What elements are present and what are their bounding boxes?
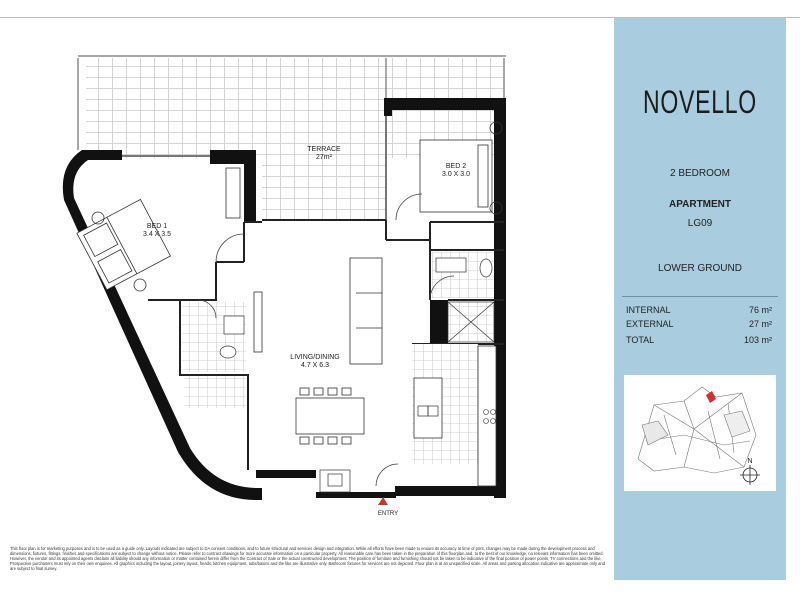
area-value: 103 m² — [743, 335, 772, 345]
disclaimer-text: This floor plan is for marketing purposes and is to be used as a guide only. Layouts indicated are subject to DA consent conditions, and to future structural and services design and integration. While all efforts have been made to ensure its accuracy at time of print, changes may be made during the development process and dimensions, fixtures, fittings, finishes and specifications are subject to change without notice. Please refer to contract drawings for more accurate information on a particular property. All reasonable care has been taken in the preparation of this floorplan and, to the best of our knowledge, no relevant information has been omitted. However, the vendor and its appointed agents disclaim all liability should any information or matter contained herein differ from the Contract of Sale or the actual constructed development. The position of furniture and furnishing should not be taken to be indicative of the final position of power points, TV connections and the like. Prospective purchasers must rely on their own enquiries. All graphics including the layout, joinery layout, heads, kitchen equipment, tubs/basins and the like are illustrative only. Bathroom fixtures for services are not depicted. Floor plan is at an unspecified scale. All areas and parking allocation indicative are approximate only and are subject to final survey. — [10, 546, 605, 571]
apartment-type: APARTMENT — [668, 199, 732, 210]
entry-label: ENTRY — [377, 511, 399, 517]
terrace-area: 27m² — [316, 154, 332, 161]
area-row-total — [626, 335, 772, 345]
living-dining-size: 4.7 X 6.3 — [300, 362, 330, 369]
area-row-internal — [626, 305, 772, 315]
area-label: EXTERNAL — [626, 319, 674, 329]
brand-logo: NOVELLO — [643, 84, 757, 120]
info-panel — [614, 18, 786, 580]
areas-divider — [622, 296, 778, 297]
bed-1-size: 3.4 X 3.5 — [142, 231, 172, 238]
living-dining-label: LIVING/DINING — [290, 354, 340, 361]
entry-marker — [378, 497, 388, 505]
level-name: LOWER GROUND — [658, 263, 742, 274]
bed-2-size: 3.0 X 3.0 — [441, 171, 471, 178]
area-label: TOTAL — [626, 335, 655, 345]
living-furniture — [254, 258, 382, 444]
area-label: INTERNAL — [626, 305, 671, 315]
bed-2-label: BED 2 — [445, 163, 467, 170]
bed-1-label: BED 1 — [146, 223, 168, 230]
bedroom-count: 2 BEDROOM — [669, 168, 730, 179]
terrace-label: TERRACE — [307, 146, 341, 153]
area-row-external — [626, 319, 772, 329]
unit-location-highlight — [706, 391, 716, 403]
area-value: 76 m² — [748, 305, 772, 315]
area-value: 27 m² — [748, 319, 772, 329]
kitchen — [412, 344, 496, 486]
unit-number: LG09 — [687, 218, 713, 229]
north-label: N — [747, 458, 753, 465]
key-plan-drawing — [624, 375, 776, 491]
north-arrow — [740, 458, 760, 485]
key-plan-map — [624, 375, 776, 491]
